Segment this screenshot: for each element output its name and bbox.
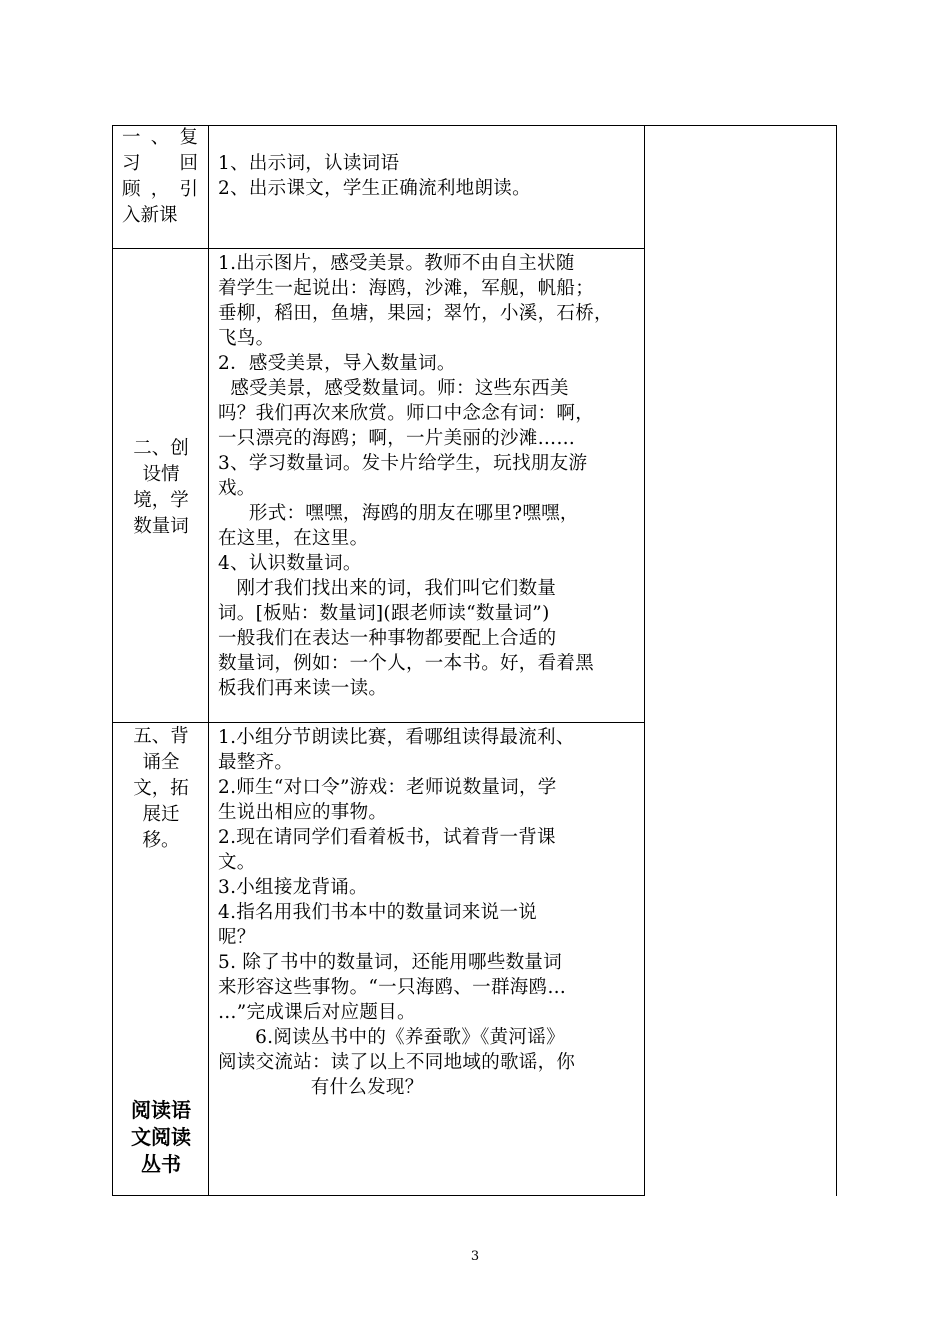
content-line: 3、学习数量词。发卡片给学生，玩找朋友游 [218, 453, 588, 474]
content-line: 1.小组分节朗读比赛，看哪组读得最流利、 [218, 727, 575, 748]
content-line: 4、认识数量词。 [218, 553, 362, 574]
content-line: 吗？我们再次来欣赏。师口中念念有词：啊， [218, 403, 595, 424]
content-line: 飞鸟。 [218, 328, 275, 349]
content-line: 文。 [218, 852, 256, 873]
content-line: 着学生一起说出：海鸥，沙滩，军舰，帆船； [218, 278, 595, 299]
content-line: 4.指名用我们书本中的数量词来说一说 [218, 902, 538, 923]
content-line: 数量词，例如：一个人，一本书。好，看着黑 [218, 653, 595, 674]
row3-stage-label [118, 724, 204, 854]
column-divider-1 [208, 125, 209, 1196]
row-divider-1 [112, 248, 645, 249]
content-line: 2．感受美景，导入数量词。 [218, 353, 456, 374]
content-line: 生说出相应的事物。 [218, 802, 388, 823]
row1-content [218, 151, 635, 201]
reading-label-line: 文阅读 [131, 1125, 191, 1149]
stage-label-line: 文，拓 [133, 778, 189, 799]
stage-label-line: 数量词 [133, 516, 189, 537]
stage-label-line: 诵全 [142, 752, 180, 773]
content-line: 阅读交流站：读了以上不同地域的歌谣，你 [218, 1052, 576, 1073]
stage-label-line: 顾 ， 引 [122, 179, 198, 200]
stage-label-line: 习 回 [122, 153, 198, 174]
content-line: 1、出示词，认读词语 [218, 153, 400, 174]
table-left-border [112, 125, 113, 1196]
stage-label-line: 一 、 复 [122, 127, 198, 148]
content-line: 板我们再来读一读。 [218, 678, 388, 699]
stage-label-line: 移。 [142, 830, 180, 851]
column-divider-2 [644, 125, 645, 1196]
row-divider-2 [112, 722, 645, 723]
content-line: 5. 除了书中的数量词，还能用哪些数量词 [218, 952, 563, 973]
content-line: 感受美景，感受数量词。师：这些东西美 [218, 378, 569, 399]
reading-label-line: 阅读语 [131, 1098, 191, 1122]
content-line: 垂柳，稻田，鱼塘，果园；翠竹，小溪，石桥， [218, 303, 613, 324]
content-line: 3.小组接龙背诵。 [218, 877, 368, 898]
content-line: 2.现在请同学们看着板书，试着背一背课 [218, 827, 556, 848]
row2-content [218, 251, 635, 701]
stage-label-line: 入新课 [122, 205, 178, 226]
content-line: 刚才我们找出来的词，我们叫它们数量 [218, 578, 557, 599]
content-line: 形式：嘿嘿，海鸥的朋友在哪里?嘿嘿， [218, 503, 579, 524]
stage-label-line: 二、创 [133, 438, 189, 459]
reading-label-line: 丛书 [141, 1152, 181, 1176]
content-line: 来形容这些事物。“一只海鸥、一群海鸥… [218, 977, 567, 998]
stage-label-line: 境，学 [133, 490, 189, 511]
row3-reading-series-label [118, 1097, 204, 1178]
row1-stage-label [122, 125, 198, 229]
row3-content [218, 725, 635, 1100]
table-right-border [836, 125, 837, 1196]
content-line: 有什么发现？ [218, 1077, 424, 1098]
table-top-border [112, 125, 837, 126]
stage-label-line: 五、背 [133, 726, 189, 747]
table-bottom-border [112, 1195, 645, 1196]
content-line: 词。[板贴：数量词](跟老师读“数量词”) [218, 603, 550, 624]
content-line: 一只漂亮的海鸥；啊，一片美丽的沙滩…… [218, 428, 576, 449]
content-line: 戏。 [218, 478, 256, 499]
stage-label-line: 展迁 [142, 804, 180, 825]
content-line: …”完成课后对应题目。 [218, 1002, 416, 1023]
content-line: 呢？ [218, 927, 256, 948]
stage-label-line: 设情 [142, 464, 180, 485]
row2-stage-label [118, 436, 204, 540]
page-number: 3 [470, 1249, 480, 1264]
content-line: 一般我们在表达一种事物都要配上合适的 [218, 628, 557, 649]
content-line: 6.阅读丛书中的《养蚕歌》《黄河谣》 [218, 1027, 565, 1048]
content-line: 2.师生“对口令”游戏：老师说数量词，学 [218, 777, 557, 798]
content-line: 2、出示课文，学生正确流利地朗读。 [218, 178, 531, 199]
content-line: 在这里，在这里。 [218, 528, 369, 549]
content-line: 1.出示图片，感受美景。教师不由自主状随 [218, 253, 575, 274]
content-line: 最整齐。 [218, 752, 294, 773]
